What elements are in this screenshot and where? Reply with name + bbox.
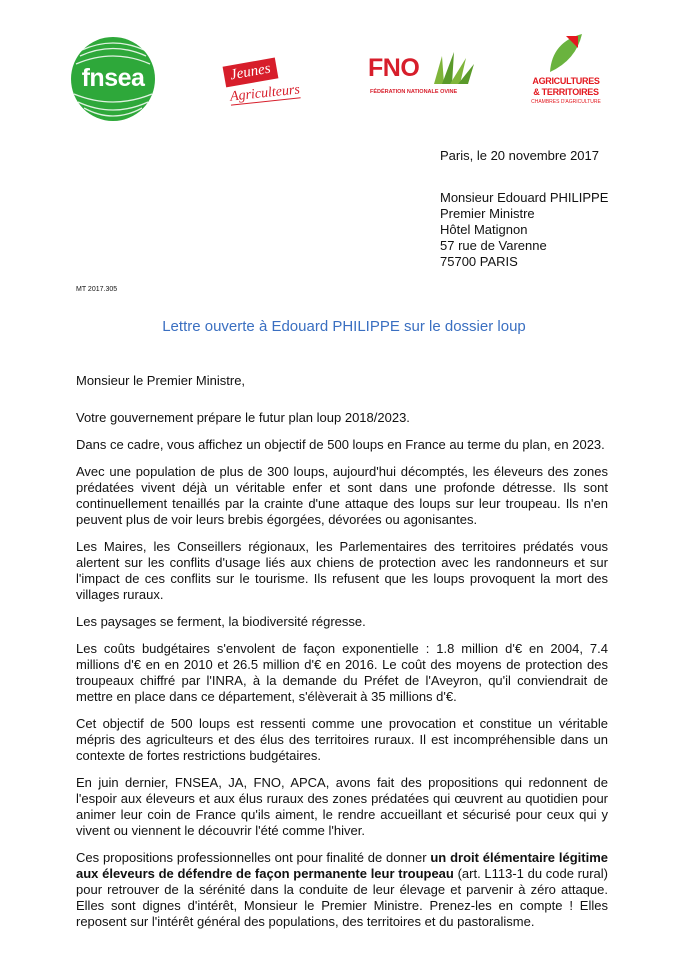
apca-logo-line3: CHAMBRES D'AGRICULTURE [531, 99, 601, 105]
reference-number: MT 2017.305 [76, 286, 118, 293]
letter-date: Paris, le 20 novembre 2017 [440, 148, 599, 163]
salutation: Monsieur le Premier Ministre, [76, 373, 246, 388]
recipient-line: 75700 PARIS [440, 254, 518, 269]
fnsea-logo [70, 36, 156, 122]
recipient-line: Premier Ministre [440, 206, 535, 221]
logo-bar [0, 0, 688, 130]
apca-logo-line2: & TERRITOIRES [533, 87, 599, 97]
letter-body [76, 373, 608, 941]
recipient-address [440, 190, 608, 270]
apca-logo-line1: AGRICULTURES [532, 76, 600, 86]
paragraph: Avec une population de plus de 300 loups, aujourd'hui décomptés, les éleveurs des zones prédatées vivent déjà un véritable enfer et sont dans une profonde détresse. Ils sont continuellement tenaillés par la crainte d'une attaque des loups sur leur troupeau. Ils n'en peuvent plus de voir leurs brebis égorgées, dévorées ou agonisantes. [76, 464, 608, 527]
recipient-line: Hôtel Matignon [440, 222, 528, 237]
paragraph: Les coûts budgétaires s'envolent de façon exponentielle : 1.8 million d'€ en 2004, 7.4 millions d'€ en en 2010 et 26.5 million d'€ en 2016. Le coût des moyens de protection des troupeaux chiffré par l'INRA, à la demande du Préfet de l'Aveyron, qu'il conviendrait de mettre en place dans ce département, s'élèverait à 35 millions d'€. [76, 641, 608, 704]
paragraph: Les paysages se ferment, la biodiversité régresse. [76, 614, 366, 629]
apca-logo [524, 32, 604, 116]
fno-logo [368, 50, 476, 105]
fno-logo-subtitle: FÉDÉRATION NATIONALE OVINE [370, 89, 458, 95]
paragraph: En juin dernier, FNSEA, JA, FNO, APCA, avons fait des propositions qui redonnent de l'espoir aux éleveurs et aux élus ruraux des zones prédatées qui œuvrent au quotidien pour animer leur coin de France qu'ils aiment, le rendre accueillant et sécurisé pour ceux qui y vivent ou viennent le découvrir l'été comme l'hiver. [76, 775, 608, 838]
paragraph: Votre gouvernement prépare le futur plan loup 2018/2023. [76, 410, 410, 425]
apca-leaf-icon [546, 32, 586, 74]
recipient-line: 57 rue de Varenne [440, 238, 547, 253]
grass-icon [432, 50, 476, 86]
ja-logo-line1: Jeunes [223, 58, 279, 88]
paragraph-last: Ces propositions professionnelles ont pour finalité de donner un droit élémentaire légitime aux éleveurs de défendre de façon permanente leur troupeau (art. L113-1 du code rural) pour retrouver de la sérénité dans la conduite de leur élevage et parvenir à zéro attaque. Elles sont dignes d'intérêt, Monsieur le Premier Ministre. Prenez-les en compte ! Elles reposent sur l'intérêt général des populations, des territoires et du pastoralisme. [76, 850, 608, 929]
ja-logo [220, 56, 315, 112]
fno-logo-text: FNO [368, 54, 420, 82]
paragraph: Cet objectif de 500 loups est ressenti comme une provocation et constitue un véritable mépris des agriculteurs et des élus des territoires ruraux. Il est incompréhensible dans un contexte de fortes restrictions budgétaires. [76, 716, 608, 763]
paragraph: Dans ce cadre, vous affichez un objectif de 500 loups en France au terme du plan, en 2023. [76, 437, 605, 452]
bold-emphasis: un droit élémentaire légitime aux éleveurs de défendre de façon permanente leur troupeau [76, 850, 608, 881]
fnsea-logo-text: fnsea [81, 64, 145, 92]
recipient-line: Monsieur Edouard PHILIPPE [440, 190, 609, 205]
letter-title: Lettre ouverte à Edouard PHILIPPE sur le dossier loup [162, 318, 526, 335]
paragraph: Les Maires, les Conseillers régionaux, les Parlementaires des territoires prédatés vous alertent sur les conflits d'usage liés aux chiens de protection avec les randonneurs et sur l'impact de ces conflits sur le tourisme. Ils refusent que les loups provoquent la mort des villages ruraux. [76, 539, 608, 602]
ja-logo-line2: Agriculteurs [229, 82, 301, 105]
